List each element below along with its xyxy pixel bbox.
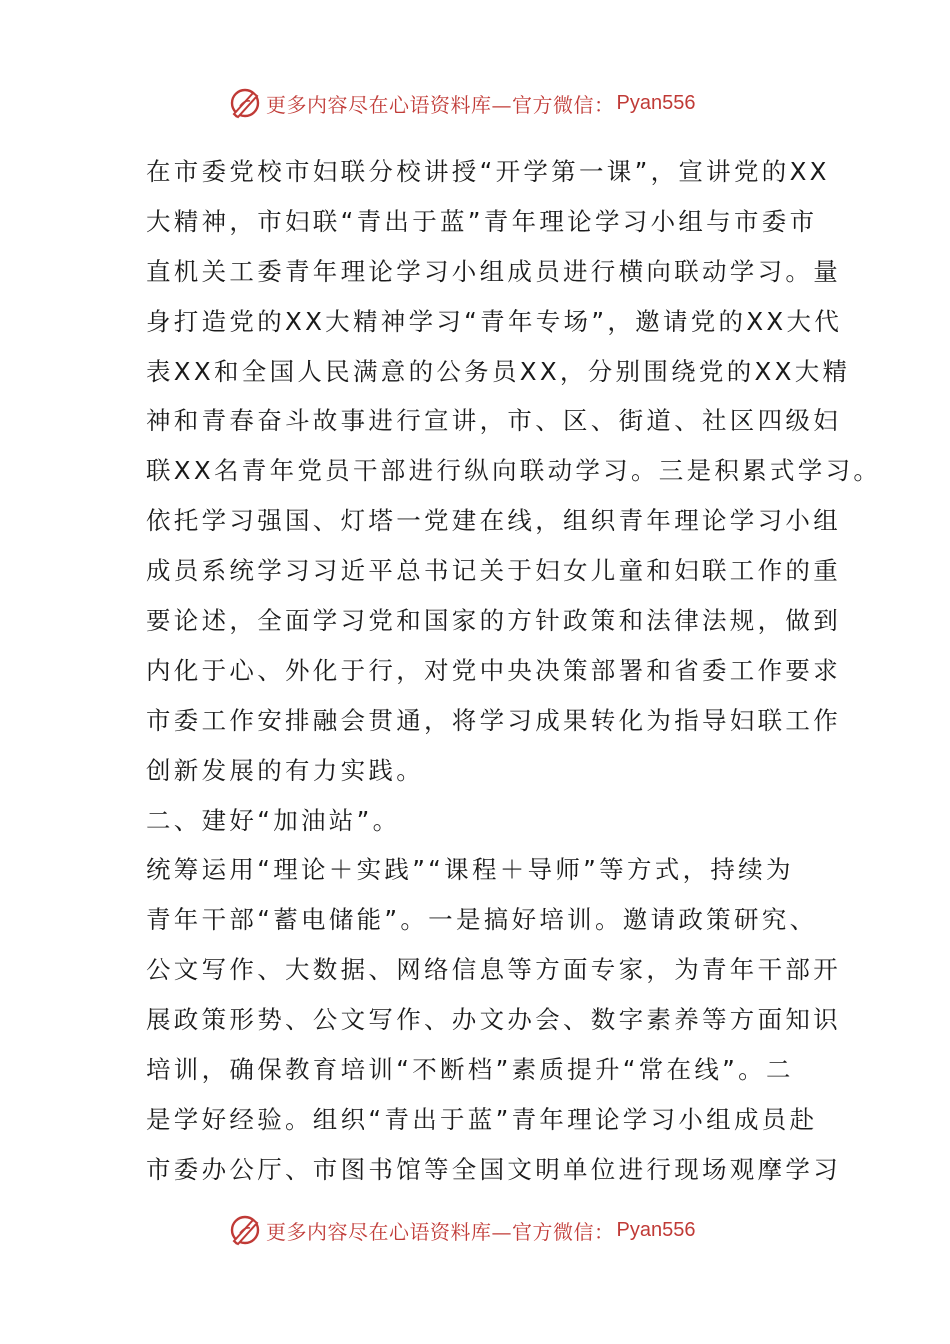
- text-line: 市委工作安排融会贯通，将学习成果转化为指导妇联工作: [146, 705, 841, 735]
- text-line: 直机关工委青年理论学习小组成员进行横向联动学习。量: [146, 256, 841, 286]
- text-line: 青年干部“蓄电储能”。一是搞好培训。邀请政策研究、: [146, 905, 818, 935]
- text-line: 要论述，全面学习党和国家的方针政策和法律法规，做到: [146, 606, 841, 636]
- banner-wechat-id: Pyan556: [616, 1218, 696, 1241]
- text-line: 培训，确保教育培训“不断档”素质提升“常在线”。二: [146, 1055, 794, 1085]
- header-banner: [228, 83, 695, 123]
- text-line: 身打造党的XX大精神学习“青年专场”，邀请党的XX大代: [146, 306, 843, 336]
- text-line: 表XX和全国人民满意的公务员XX，分别围绕党的XX大精: [146, 356, 851, 386]
- text-line: 展政策形势、公文写作、办文办会、数字素养等方面知识: [146, 1005, 841, 1035]
- banner-text: 更多内容尽在心语资料库—官方微信：: [266, 92, 615, 117]
- pen-logo-icon: [228, 1213, 262, 1247]
- text-line: 依托学习强国、灯塔一党建在线，组织青年理论学习小组: [146, 506, 841, 536]
- text-line: 内化于心、外化于行，对党中央决策部署和省委工作要求: [146, 655, 841, 685]
- section-heading: 二、建好“加油站”。: [146, 805, 401, 835]
- text-line: 创新发展的有力实践。: [146, 755, 424, 785]
- document-body: [146, 147, 882, 1195]
- text-line: 联XX名青年党员干部进行纵向联动学习。三是积累式学习。: [146, 456, 882, 486]
- text-line: 成员系统学习习近平总书记关于妇女儿童和妇联工作的重: [146, 556, 841, 586]
- banner-wechat-id: Pyan556: [616, 91, 696, 114]
- banner-text: 更多内容尽在心语资料库—官方微信：: [266, 1219, 615, 1244]
- text-line: 市委办公厅、市图书馆等全国文明单位进行现场观摩学习: [146, 1154, 841, 1184]
- text-line: 大精神，市妇联“青出于蓝”青年理论学习小组与市委市: [146, 206, 818, 236]
- pen-logo-icon: [228, 86, 262, 120]
- text-line: 在市委党校市妇联分校讲授“开学第一课”，宣讲党的XX: [146, 157, 830, 186]
- text-line: 公文写作、大数据、网络信息等方面专家，为青年干部开: [146, 955, 841, 985]
- footer-banner: [228, 1210, 695, 1250]
- text-line: 神和青春奋斗故事进行宣讲，市、区、街道、社区四级妇: [146, 406, 841, 436]
- text-line: 统筹运用“理论＋实践”“课程＋导师”等方式，持续为: [146, 855, 794, 885]
- text-line: 是学好经验。组织“青出于蓝”青年理论学习小组成员赴: [146, 1104, 818, 1134]
